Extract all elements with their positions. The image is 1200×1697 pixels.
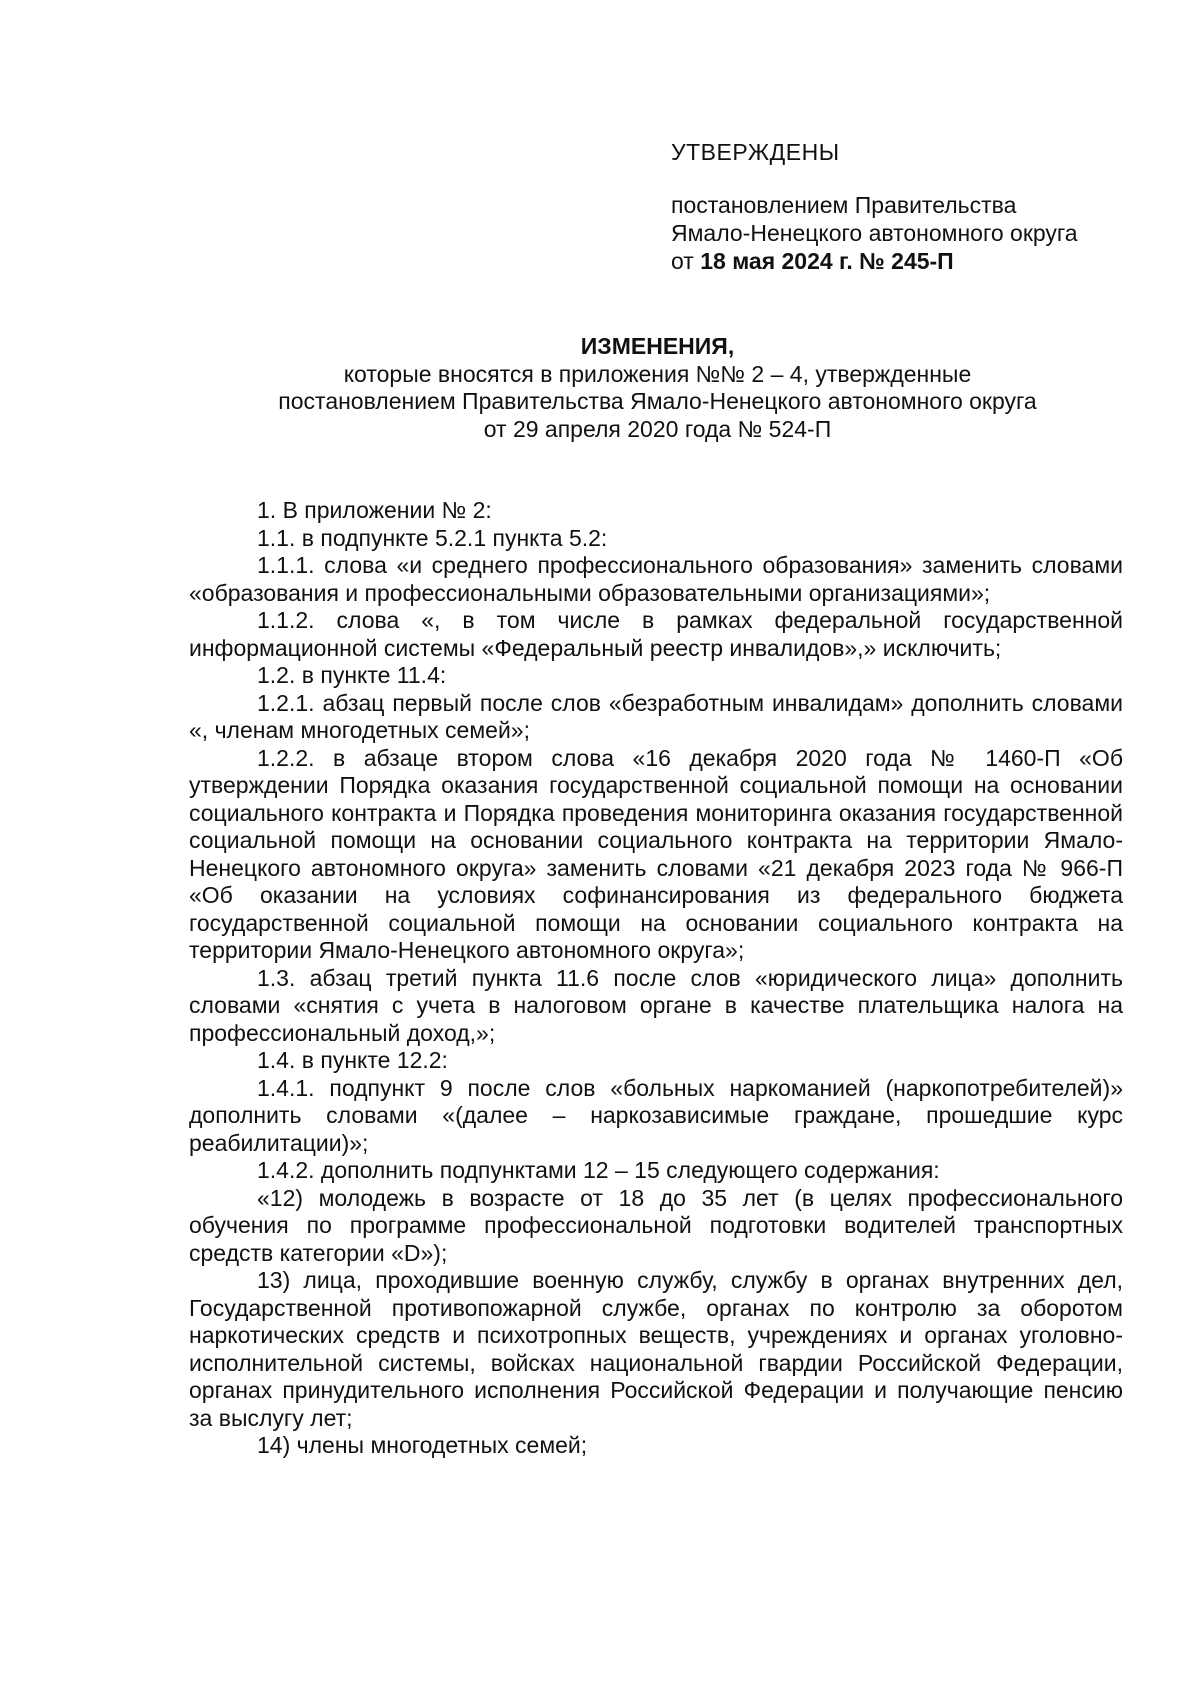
paragraph: 1.2. в пункте 11.4: bbox=[257, 662, 447, 688]
paragraph: 1.4. в пункте 12.2: bbox=[257, 1047, 448, 1073]
approval-block bbox=[671, 138, 1171, 275]
paragraph: 1.4.1. подпункт 9 после слов «больных наркоманией (наркопотребителей)» дополнить словами «(далее – наркозависимые граждане, прошедшие курс реабилитации)»; bbox=[189, 1074, 1123, 1156]
document-heading bbox=[190, 333, 1125, 443]
paragraph: 1.1.1. слова «и среднего профессионального образования» заменить словами «образования и профессиональными образовательными организациями»; bbox=[189, 552, 1123, 606]
approval-by-line2: Ямало-Ненецкого автономного округа bbox=[671, 220, 1078, 246]
paragraph: 1. В приложении № 2: bbox=[257, 497, 492, 523]
heading-line1: которые вносятся в приложения №№ 2 – 4, утвержденные bbox=[343, 360, 972, 387]
approval-date-number: 18 мая 2024 г. № 245-П bbox=[700, 248, 954, 274]
paragraph: 1.4.2. дополнить подпунктами 12 – 15 следующего содержания: bbox=[257, 1157, 940, 1183]
approval-title: УТВЕРЖДЕНЫ bbox=[671, 139, 840, 165]
paragraph: 13) лица, проходившие военную службу, службу в органах внутренних дел, Государственной противопожарной службе, органах по контролю за оборотом наркотических средств и психотропных веществ, учреждениях и органах уголовно-исполнительной системы, войсках национальной гвардии Российской Федерации, органах принудительного исполнения Российской Федерации и получающие пенсию за выслугу лет; bbox=[189, 1267, 1123, 1431]
approval-date-line bbox=[671, 247, 1171, 275]
paragraph: 1.1.2. слова «, в том числе в рамках федеральной государственной информационной системы «Федеральный реестр инвалидов»,» исключить; bbox=[189, 607, 1123, 661]
paragraph: «12) молодежь в возрасте от 18 до 35 лет (в целях профессионального обучения по программе профессиональной подготовки водителей транспортных средств категории «D»); bbox=[189, 1184, 1123, 1266]
paragraph: 1.3. абзац третий пункта 11.6 после слов «юридического лица» дополнить словами «снятия с учета в налоговом органе в качестве плательщика налога на профессиональный доход,»; bbox=[189, 964, 1123, 1046]
paragraph: 1.2.1. абзац первый после слов «безработным инвалидам» дополнить словами «, членам многодетных семей»; bbox=[189, 689, 1123, 743]
approval-date-prefix: от bbox=[671, 248, 701, 274]
document-body bbox=[189, 497, 1123, 1460]
document-title: ИЗМЕНЕНИЯ, bbox=[580, 333, 735, 359]
heading-line2: постановлением Правительства Ямало-Ненецкого автономного округа bbox=[278, 388, 1037, 414]
paragraph: 1.2.2. в абзаце втором слова «16 декабря 2020 года № 1460-П «Об утверждении Порядка оказания государственной социальной помощи на основании социального контракта и Порядка проведения мониторинга оказания государственной социальной помощи на основании социального контракта на территории Ямало-Ненецкого автономного округа» заменить словами «21 декабря 2023 года № 966-П «Об оказании на условиях софинансирования из федерального бюджета государственной социальной помощи на основании социального контракта на территории Ямало-Ненецкого автономного округа»; bbox=[189, 744, 1123, 963]
heading-line3: от 29 апреля 2020 года № 524-П bbox=[483, 415, 832, 442]
paragraph: 14) члены многодетных семей; bbox=[257, 1432, 588, 1458]
paragraph: 1.1. в подпункте 5.2.1 пункта 5.2: bbox=[257, 524, 608, 551]
approval-by-line1: постановлением Правительства bbox=[671, 192, 1017, 218]
